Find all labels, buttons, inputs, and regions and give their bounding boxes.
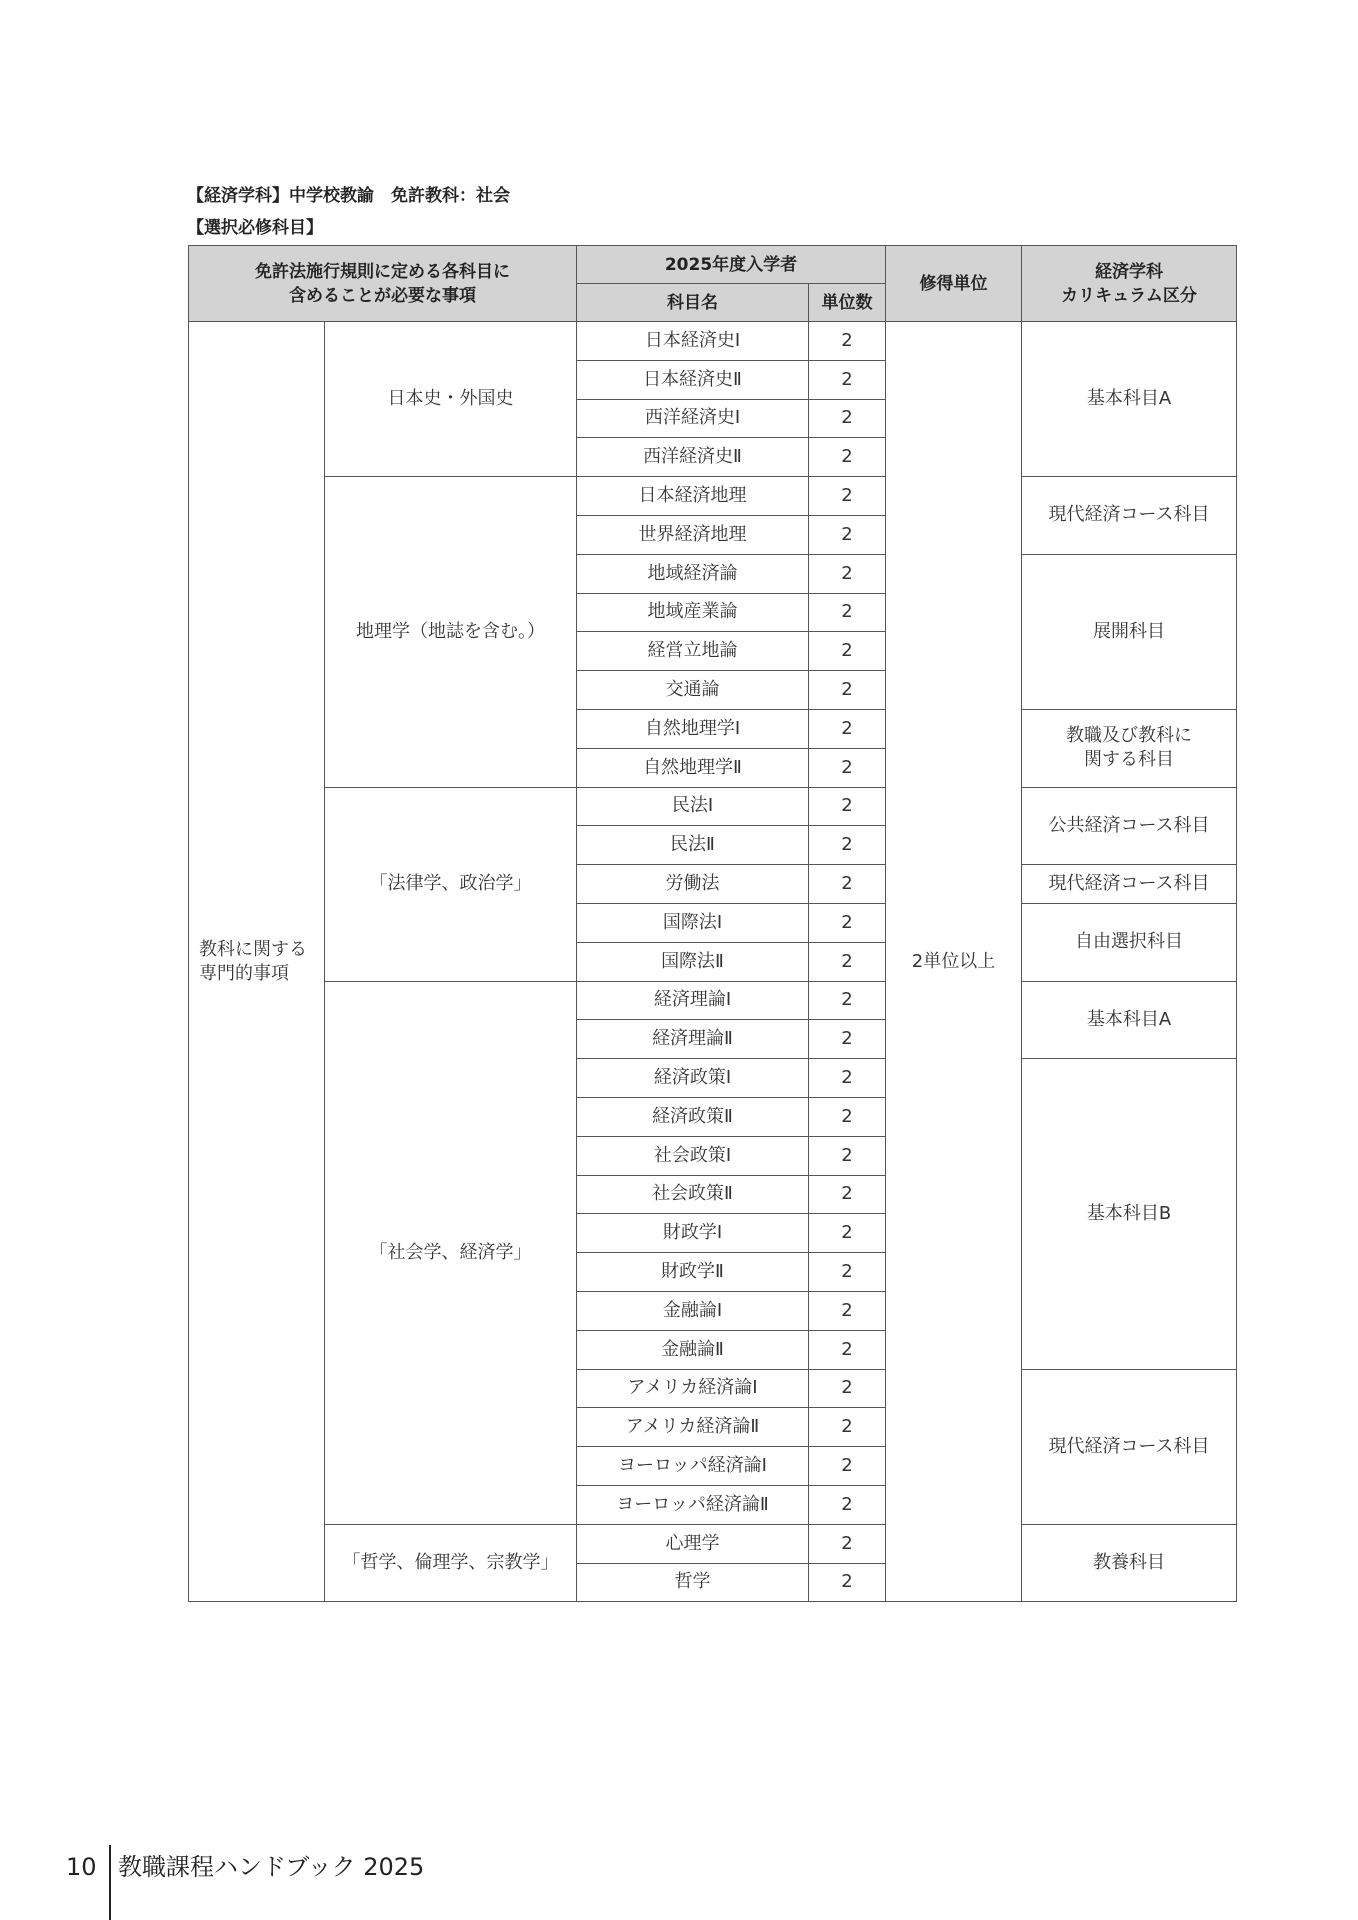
curriculum-cell: 展開科目 [1022, 554, 1237, 709]
subject-name-cell: 経済政策Ⅱ [577, 1097, 809, 1136]
area-cell: 「哲学、倫理学、宗教学」 [325, 1524, 577, 1602]
subject-name-cell: アメリカ経済論Ⅱ [577, 1408, 809, 1447]
units-cell: 2 [809, 1097, 886, 1136]
curriculum-cell: 現代経済コース科目 [1022, 865, 1237, 904]
units-cell: 2 [809, 1136, 886, 1175]
subject-name-cell: 自然地理学Ⅰ [577, 709, 809, 748]
table-body [189, 322, 1237, 1602]
units-cell: 2 [809, 632, 886, 671]
subject-name-cell: 財政学Ⅰ [577, 1214, 809, 1253]
subject-name-cell: 経済理論Ⅰ [577, 981, 809, 1020]
subject-name-cell: 日本経済史Ⅰ [577, 322, 809, 361]
subject-name-cell: 日本経済史Ⅱ [577, 360, 809, 399]
curriculum-cell: 教養科目 [1022, 1524, 1237, 1602]
subject-name-cell: 自然地理学Ⅱ [577, 748, 809, 787]
subject-name-cell: 経済政策Ⅰ [577, 1059, 809, 1098]
subject-name-cell: ヨーロッパ経済論Ⅰ [577, 1447, 809, 1486]
subject-name-cell: 西洋経済史Ⅱ [577, 438, 809, 477]
units-cell: 2 [809, 903, 886, 942]
units-cell: 2 [809, 787, 886, 826]
units-cell: 2 [809, 1020, 886, 1059]
curriculum-cell: 基本科目A [1022, 981, 1237, 1059]
curriculum-cell: 現代経済コース科目 [1022, 477, 1237, 555]
subject-name-cell: 労働法 [577, 865, 809, 904]
table-row [189, 322, 1237, 361]
subject-name-cell: 民法Ⅰ [577, 787, 809, 826]
subsection-heading: 【選択必修科目】 [187, 218, 323, 238]
subject-name-cell: ヨーロッパ経済論Ⅱ [577, 1485, 809, 1524]
subject-name-cell: 国際法Ⅰ [577, 903, 809, 942]
subject-name-cell: 経営立地論 [577, 632, 809, 671]
subject-name-cell: 哲学 [577, 1563, 809, 1602]
table-row [189, 787, 1237, 826]
required-units-cell: 2単位以上 [886, 322, 1022, 1602]
units-cell: 2 [809, 748, 886, 787]
area-cell: 地理学（地誌を含む。） [325, 477, 577, 787]
units-cell: 2 [809, 1330, 886, 1369]
subject-name-cell: 西洋経済史Ⅰ [577, 399, 809, 438]
header-rule-column: 免許法施行規則に定める各科目に 含めることが必要な事項 [189, 246, 577, 322]
subject-name-cell: 日本経済地理 [577, 477, 809, 516]
section-heading: 【経済学科】中学校教諭 免許教科：社会 [187, 186, 510, 206]
curriculum-cell: 現代経済コース科目 [1022, 1369, 1237, 1524]
subject-name-cell: 金融論Ⅱ [577, 1330, 809, 1369]
table-row [189, 981, 1237, 1020]
table-row [189, 1524, 1237, 1563]
units-cell: 2 [809, 1563, 886, 1602]
subject-name-cell: 地域産業論 [577, 593, 809, 632]
page-number: 10 [66, 1853, 97, 1881]
subject-name-cell: 民法Ⅱ [577, 826, 809, 865]
units-cell: 2 [809, 1369, 886, 1408]
units-cell: 2 [809, 942, 886, 981]
subject-name-cell: アメリカ経済論Ⅰ [577, 1369, 809, 1408]
units-cell: 2 [809, 515, 886, 554]
units-cell: 2 [809, 1291, 886, 1330]
subject-name-cell: 交通論 [577, 671, 809, 710]
table-row [189, 477, 1237, 516]
subject-name-cell: 世界経済地理 [577, 515, 809, 554]
curriculum-cell: 教職及び教科に 関する科目 [1022, 709, 1237, 787]
units-cell: 2 [809, 1175, 886, 1214]
header-subject-name: 科目名 [577, 284, 809, 322]
units-cell: 2 [809, 865, 886, 904]
units-cell: 2 [809, 438, 886, 477]
units-cell: 2 [809, 826, 886, 865]
units-cell: 2 [809, 671, 886, 710]
header-cohort: 2025年度入学者 [577, 246, 886, 284]
subject-name-cell: 社会政策Ⅱ [577, 1175, 809, 1214]
units-cell: 2 [809, 1485, 886, 1524]
curriculum-cell: 基本科目B [1022, 1059, 1237, 1369]
units-cell: 2 [809, 1253, 886, 1292]
curriculum-cell: 自由選択科目 [1022, 903, 1237, 981]
subject-name-cell: 地域経済論 [577, 554, 809, 593]
subject-name-cell: 国際法Ⅱ [577, 942, 809, 981]
subject-name-cell: 心理学 [577, 1524, 809, 1563]
units-cell: 2 [809, 593, 886, 632]
curriculum-cell: 基本科目A [1022, 322, 1237, 477]
header-units: 単位数 [809, 284, 886, 322]
units-cell: 2 [809, 477, 886, 516]
area-cell: 「社会学、経済学」 [325, 981, 577, 1524]
subject-name-cell: 財政学Ⅱ [577, 1253, 809, 1292]
units-cell: 2 [809, 709, 886, 748]
header-curriculum: 経済学科 カリキュラム区分 [1022, 246, 1237, 322]
subject-name-cell: 社会政策Ⅰ [577, 1136, 809, 1175]
units-cell: 2 [809, 1214, 886, 1253]
category-cell: 教科に関する 専門的事項 [189, 322, 325, 1602]
area-cell: 日本史・外国史 [325, 322, 577, 477]
header-required-units: 修得単位 [886, 246, 1022, 322]
units-cell: 2 [809, 554, 886, 593]
footer-divider [109, 1845, 111, 1920]
subject-requirements-table [188, 245, 1237, 1602]
units-cell: 2 [809, 1408, 886, 1447]
units-cell: 2 [809, 322, 886, 361]
units-cell: 2 [809, 1447, 886, 1486]
subject-name-cell: 金融論Ⅰ [577, 1291, 809, 1330]
units-cell: 2 [809, 981, 886, 1020]
curriculum-cell: 公共経済コース科目 [1022, 787, 1237, 865]
units-cell: 2 [809, 1524, 886, 1563]
book-title: 教職課程ハンドブック 2025 [118, 1853, 425, 1881]
units-cell: 2 [809, 360, 886, 399]
units-cell: 2 [809, 399, 886, 438]
subject-name-cell: 経済理論Ⅱ [577, 1020, 809, 1059]
area-cell: 「法律学、政治学」 [325, 787, 577, 981]
units-cell: 2 [809, 1059, 886, 1098]
